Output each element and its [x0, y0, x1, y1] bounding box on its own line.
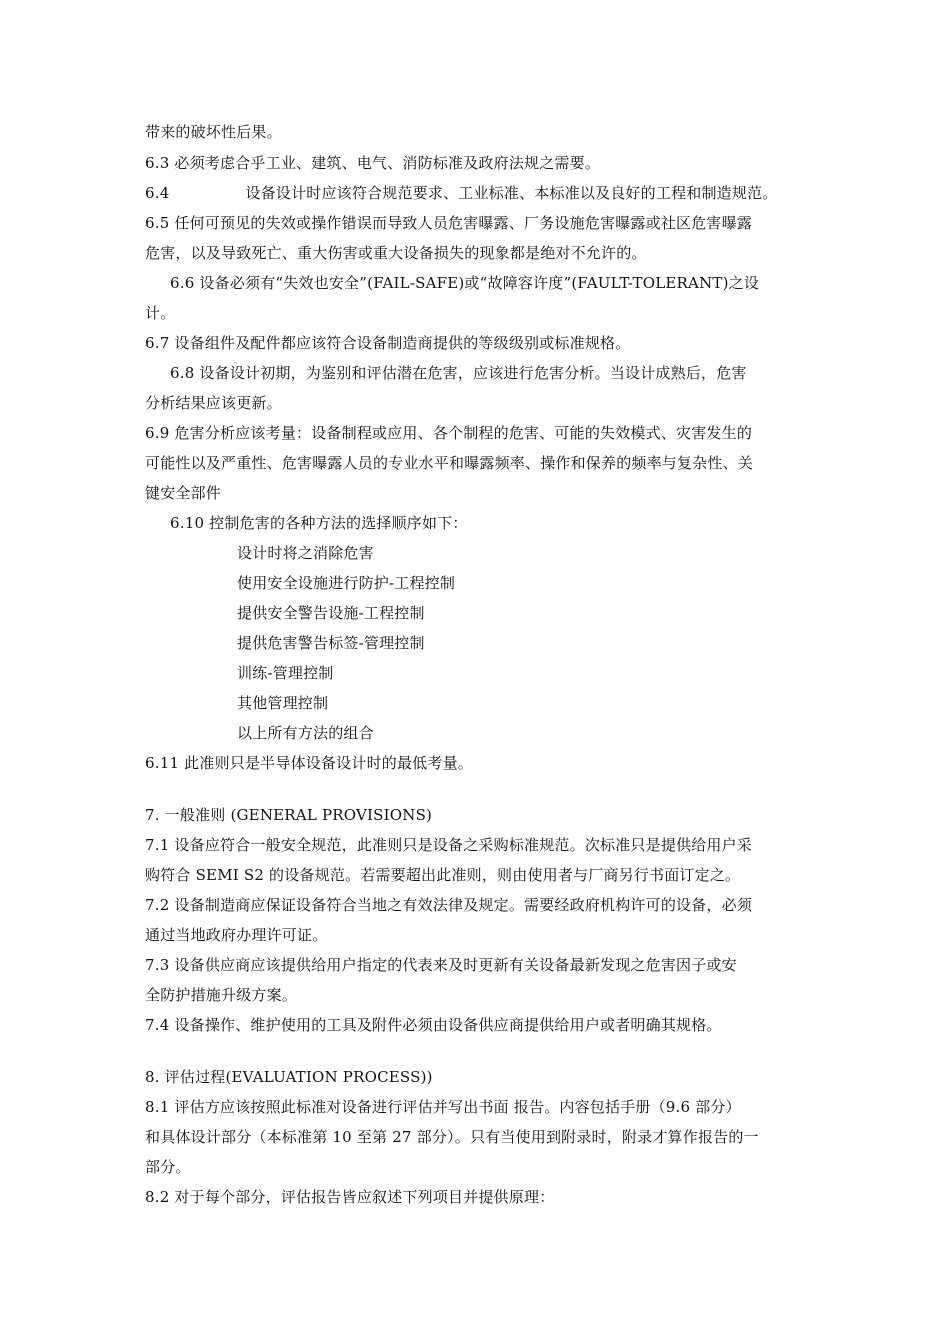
list-item: 设计时将之消除危害	[237, 544, 374, 562]
paragraph-line: 计。	[145, 304, 176, 322]
clause-text: 设备设计时应该符合规范要求、工业标准、本标准以及良好的工程和制造规范。	[245, 184, 778, 202]
paragraph-line: 部分。	[145, 1158, 191, 1176]
list-item: 其他管理控制	[237, 694, 329, 712]
list-item: 使用安全设施进行防护-工程控制	[237, 574, 456, 592]
clause-number: 6.4	[145, 184, 170, 202]
clause-7-1: 7.1 设备应符合一般安全规范，此准则只是设备之采购标准规范。次标准只是提供给用户采	[145, 836, 753, 854]
clause-6-6: 6.6 设备必须有“失效也安全”(FAIL-SAFE)或“故障容许度”(FAULT-TOLERANT)之设	[170, 274, 760, 292]
section-heading-8: 8. 评估过程(EVALUATION PROCESS))	[145, 1068, 433, 1086]
list-item: 训练-管理控制	[237, 664, 334, 682]
paragraph-line: 危害，以及导致死亡、重大伤害或重大设备损失的现象都是绝对不允许的。	[145, 244, 647, 262]
list-item: 以上所有方法的组合	[237, 724, 374, 742]
paragraph-line: 可能性以及严重性、危害曝露人员的专业水平和曝露频率、操作和保养的频率与复杂性、关	[145, 454, 754, 472]
paragraph-line: 购符合 SEMI S2 的设备规范。若需要超出此准则，则由使用者与厂商另行书面订定之。	[145, 866, 741, 884]
clause-6-5: 6.5 任何可预见的失效或操作错误而导致人员危害曝露、厂务设施危害曝露或社区危害曝露	[145, 214, 753, 232]
clause-6-7: 6.7 设备组件及配件都应该符合设备制造商提供的等级级别或标准规格。	[145, 334, 631, 352]
clause-7-2: 7.2 设备制造商应保证设备符合当地之有效法律及规定。需要经政府机构许可的设备，必须	[145, 896, 753, 914]
paragraph-line: 分析结果应该更新。	[145, 394, 282, 412]
paragraph-line: 带来的破坏性后果。	[145, 123, 282, 141]
paragraph-line: 和具体设计部分（本标准第 10 至第 27 部分）。只有当使用到附录时，附录才算作报告的一	[145, 1128, 759, 1146]
paragraph-line: 通过当地政府办理许可证。	[145, 926, 328, 944]
paragraph-line: 键安全部件	[145, 484, 222, 502]
clause-7-4: 7.4 设备操作、维护使用的工具及附件必须由设备供应商提供给用户或者明确其规格。	[145, 1016, 722, 1034]
clause-6-3: 6.3 必须考虑合乎工业、建筑、电气、消防标准及政府法规之需要。	[145, 154, 601, 172]
clause-8-1: 8.1 评估方应该按照此标准对设备进行评估并写出书面 报告。内容包括手册（9.6 部分）	[145, 1098, 741, 1116]
clause-6-10: 6.10 控制危害的各种方法的选择顺序如下：	[170, 514, 468, 532]
list-item: 提供安全警告设施-工程控制	[237, 604, 425, 622]
section-heading-7: 7. 一般准则 (GENERAL PROVISIONS)	[145, 806, 433, 824]
clause-8-2: 8.2 对于每个部分，评估报告皆应叙述下列项目并提供原理：	[145, 1188, 555, 1206]
paragraph-line: 全防护措施升级方案。	[145, 986, 298, 1004]
clause-6-9: 6.9 危害分析应该考量：设备制程或应用、各个制程的危害、可能的失效模式、灾害发生的	[145, 424, 753, 442]
clause-7-3: 7.3 设备供应商应该提供给用户指定的代表来及时更新有关设备最新发现之危害因子或安	[145, 956, 737, 974]
list-item: 提供危害警告标签-管理控制	[237, 634, 425, 652]
clause-6-4	[145, 183, 777, 203]
clause-6-8: 6.8 设备设计初期，为鉴别和评估潜在危害，应该进行危害分析。当设计成熟后，危害	[170, 364, 747, 382]
clause-6-11: 6.11 此准则只是半导体设备设计时的最低考量。	[145, 754, 473, 772]
